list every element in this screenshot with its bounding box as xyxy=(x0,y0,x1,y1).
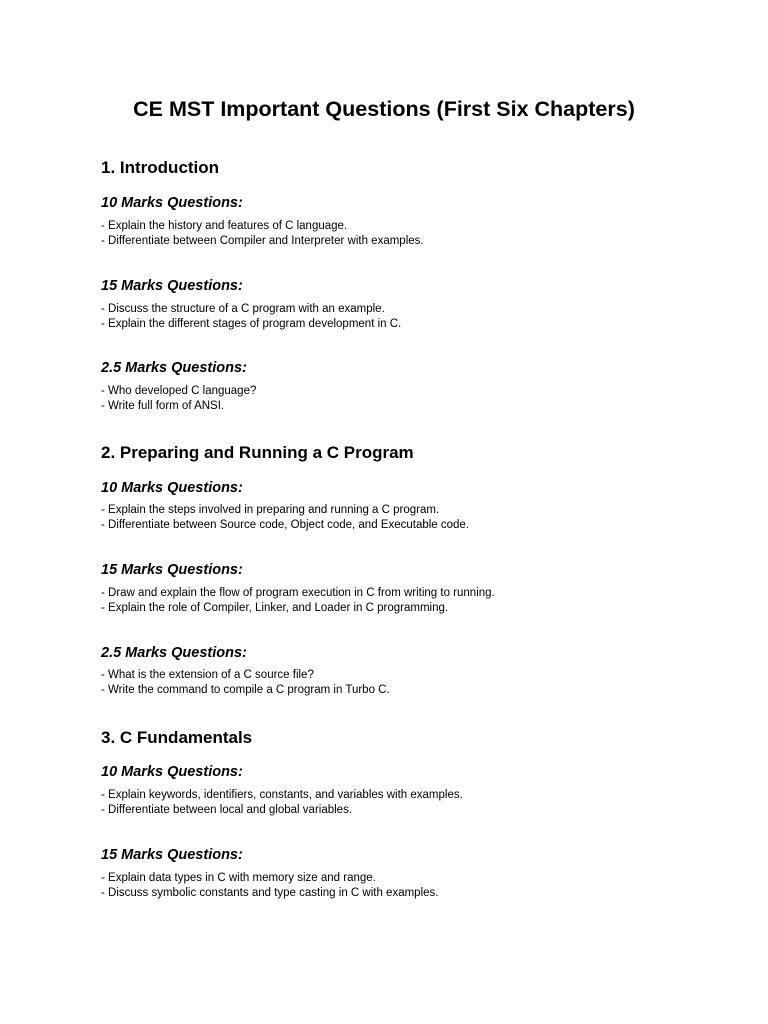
question-item: - Discuss the structure of a C program with an example. xyxy=(101,303,385,315)
question-item: - Write the command to compile a C program in Turbo C. xyxy=(101,684,390,696)
question-item: - Draw and explain the flow of program execution in C from writing to running. xyxy=(101,587,495,599)
question-item: - Explain keywords, identifiers, constants, and variables with examples. xyxy=(101,789,463,801)
question-item: - Explain the different stages of program development in C. xyxy=(101,318,402,330)
question-item: - Explain the history and features of C language. xyxy=(101,220,348,232)
question-item: - Differentiate between Compiler and Interpreter with examples. xyxy=(101,235,424,247)
section-heading: 3. C Fundamentals xyxy=(101,728,253,747)
question-item: - Discuss symbolic constants and type casting in C with examples. xyxy=(101,887,439,899)
section-heading: 1. Introduction xyxy=(101,158,220,177)
question-item: - Differentiate between local and global variables. xyxy=(101,804,353,816)
question-item: - Explain the role of Compiler, Linker, and Loader in C programming. xyxy=(101,602,449,614)
page-title: CE MST Important Questions (First Six Chapters) xyxy=(133,97,635,121)
marks-group-heading: 2.5 Marks Questions: xyxy=(101,645,247,661)
question-item: - Who developed C language? xyxy=(101,385,257,397)
marks-group-heading: 10 Marks Questions: xyxy=(101,195,243,211)
marks-group-heading: 10 Marks Questions: xyxy=(101,764,243,780)
marks-group-heading: 10 Marks Questions: xyxy=(101,480,243,496)
question-item: - Write full form of ANSI. xyxy=(101,400,225,412)
question-item: - Explain the steps involved in preparing and running a C program. xyxy=(101,504,440,516)
marks-group-heading: 15 Marks Questions: xyxy=(101,847,243,863)
marks-group-heading: 2.5 Marks Questions: xyxy=(101,360,247,376)
question-item: - Differentiate between Source code, Object code, and Executable code. xyxy=(101,519,470,531)
marks-group-heading: 15 Marks Questions: xyxy=(101,278,243,294)
marks-group-heading: 15 Marks Questions: xyxy=(101,562,243,578)
question-item: - What is the extension of a C source file? xyxy=(101,669,314,681)
section-heading: 2. Preparing and Running a C Program xyxy=(101,443,414,462)
question-item: - Explain data types in C with memory size and range. xyxy=(101,872,376,884)
